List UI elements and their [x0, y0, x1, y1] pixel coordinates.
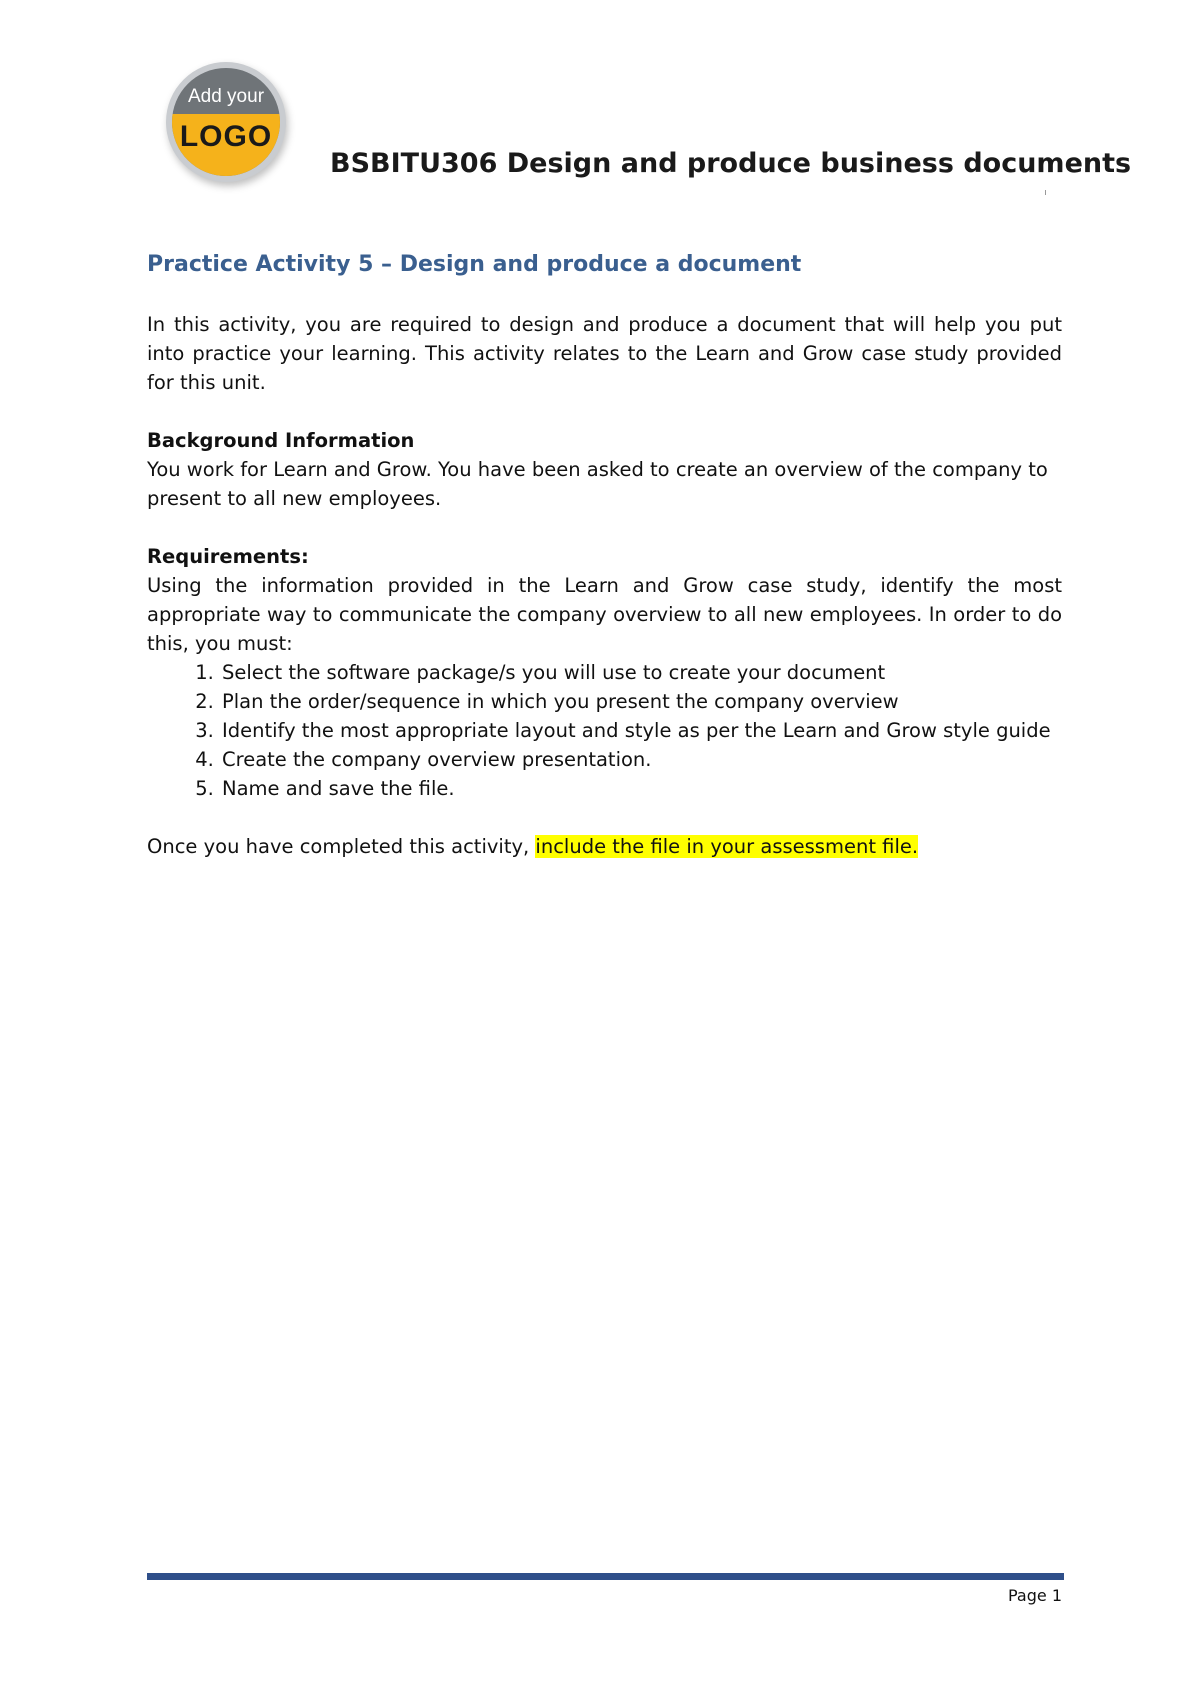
list-item: 2. Plan the order/sequence in which you present the company overview [220, 687, 1062, 716]
closing-highlight: include the file in your assessment file. [535, 835, 919, 858]
list-item: 3. Identify the most appropriate layout and style as per the Learn and Grow style guide [220, 716, 1062, 745]
logo [166, 62, 286, 182]
background-text: You work for Learn and Grow. You have been asked to create an overview of the company to present to all new employees. [147, 458, 1048, 510]
footer-rule [147, 1573, 1064, 1580]
document-body [147, 250, 1062, 861]
list-item: 5. Name and save the file. [220, 774, 1062, 803]
header-mark [1045, 190, 1046, 195]
closing-text: Once you have completed this activity, [147, 835, 536, 858]
requirements-section [147, 542, 1062, 803]
requirements-list [147, 658, 1062, 803]
background-heading: Background Information [147, 429, 415, 452]
intro-paragraph: In this activity, you are required to design and produce a document that will help you put into practice your learning. This activity relates to the Learn and Grow case study provided for this unit. [147, 313, 1062, 394]
list-item: 1. Select the software package/s you will use to create your document [220, 658, 1062, 687]
background-section [147, 426, 1062, 513]
logo-badge [172, 68, 280, 176]
list-item: 4. Create the company overview presentation. [220, 745, 1062, 774]
requirements-intro: Using the information provided in the Learn and Grow case study, identify the most appropriate way to communicate the company overview to all new employees. In order to do this, you must: [147, 574, 1062, 655]
requirements-heading: Requirements: [147, 545, 309, 568]
closing-paragraph [147, 832, 1062, 861]
activity-heading: Practice Activity 5 – Design and produce a document [147, 252, 802, 277]
document-header-title: BSBITU306 Design and produce business documents [330, 148, 1132, 179]
logo-main-text: LOGO [179, 120, 273, 153]
logo-top-text: Add your [187, 86, 265, 107]
page-number: Page 1 [1008, 1586, 1062, 1605]
